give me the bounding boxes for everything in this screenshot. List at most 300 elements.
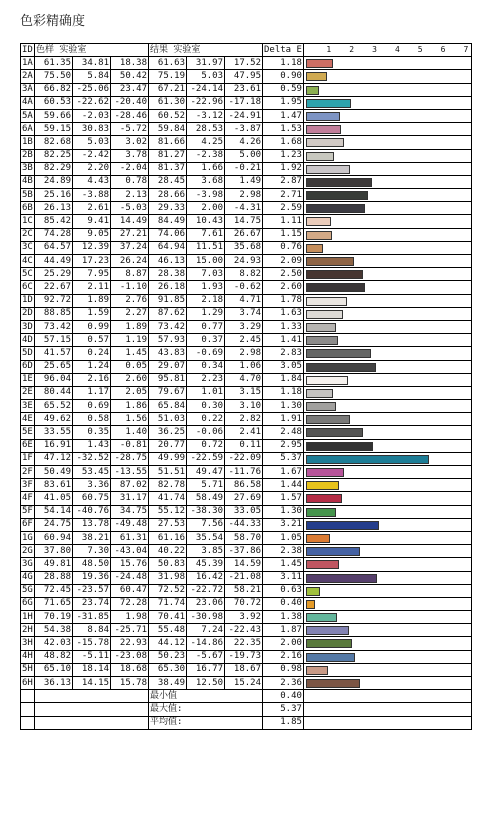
sample-lab-value: 48.82 (35, 650, 73, 663)
delta-e-value: 1.92 (263, 162, 304, 175)
sample-lab-value: 49.81 (35, 558, 73, 571)
sample-lab-value: -20.40 (111, 96, 149, 109)
sample-lab-value: 83.61 (35, 479, 73, 492)
result-lab-value: 81.66 (149, 136, 187, 149)
delta-e-bar-cell (303, 189, 471, 202)
row-id: 5G (21, 584, 35, 597)
page-title: 色彩精确度 (20, 14, 86, 29)
summary-spacer (303, 716, 471, 729)
sample-lab-value: 2.20 (73, 162, 111, 175)
result-lab-value: -11.76 (225, 466, 263, 479)
row-id: 2H (21, 624, 35, 637)
sample-lab-value: 37.24 (111, 241, 149, 254)
delta-e-bar (306, 574, 377, 583)
row-id: 1C (21, 215, 35, 228)
sample-lab-value: 2.16 (73, 373, 111, 386)
delta-e-bar-cell (303, 268, 471, 281)
result-lab-value: -21.08 (225, 571, 263, 584)
delta-e-bar (306, 468, 344, 477)
delta-e-value: 0.63 (263, 584, 304, 597)
delta-e-bar-cell (303, 96, 471, 109)
result-lab-value: 91.85 (149, 294, 187, 307)
sample-lab-value: 57.15 (35, 334, 73, 347)
result-lab-value: 47.95 (225, 70, 263, 83)
table-row (21, 677, 472, 690)
row-id: 2F (21, 466, 35, 479)
sample-lab-value: 85.42 (35, 215, 73, 228)
table-row (21, 413, 472, 426)
result-lab-value: 41.74 (149, 492, 187, 505)
result-lab-value: 5.03 (187, 70, 225, 83)
result-lab-value: -22.59 (187, 452, 225, 465)
sample-lab-value: 0.58 (73, 413, 111, 426)
delta-e-bar-cell (303, 518, 471, 531)
delta-e-bar (306, 389, 333, 398)
sample-lab-value: 0.69 (73, 400, 111, 413)
sample-lab-value: 70.19 (35, 611, 73, 624)
table-row (21, 307, 472, 320)
sample-lab-value: 72.45 (35, 584, 73, 597)
sample-lab-value: 48.50 (73, 558, 111, 571)
delta-e-bar-cell (303, 70, 471, 83)
delta-e-value: 2.09 (263, 255, 304, 268)
delta-e-bar-cell (303, 558, 471, 571)
result-lab-value: 22.35 (225, 637, 263, 650)
sample-lab-value: -22.62 (73, 96, 111, 109)
delta-e-bar-cell (303, 597, 471, 610)
row-id: 4A (21, 96, 35, 109)
sample-lab-value: 60.47 (111, 584, 149, 597)
row-id: 3G (21, 558, 35, 571)
delta-e-value: 0.98 (263, 663, 304, 676)
row-id: 5E (21, 426, 35, 439)
sample-lab-value: 18.14 (73, 663, 111, 676)
delta-e-value: 1.38 (263, 611, 304, 624)
header-delta-e: Delta E (263, 44, 304, 57)
sample-lab-value: 38.21 (73, 531, 111, 544)
delta-e-bar (306, 442, 373, 451)
delta-e-bar (306, 138, 344, 147)
summary-row (21, 690, 472, 703)
table-row (21, 400, 472, 413)
delta-e-value: 1.63 (263, 307, 304, 320)
delta-e-bar-cell (303, 123, 471, 136)
sample-lab-value: 0.57 (73, 334, 111, 347)
delta-e-bar-cell (303, 373, 471, 386)
row-id: 3A (21, 83, 35, 96)
delta-e-bar-cell (303, 294, 471, 307)
delta-e-value: 1.30 (263, 400, 304, 413)
summary-spacer (303, 703, 471, 716)
summary-spacer (21, 690, 35, 703)
sample-lab-value: 28.88 (35, 571, 73, 584)
axis-tick-label: 5 (417, 45, 423, 54)
sample-lab-value: 1.86 (111, 400, 149, 413)
delta-e-value: 2.16 (263, 650, 304, 663)
sample-lab-value: 0.05 (111, 360, 149, 373)
sample-lab-value: 71.65 (35, 597, 73, 610)
sample-lab-value: -5.03 (111, 202, 149, 215)
delta-e-bar-cell (303, 650, 471, 663)
table-row (21, 584, 472, 597)
delta-e-bar (306, 402, 336, 411)
summary-value: 0.40 (263, 690, 304, 703)
result-lab-value: 4.70 (225, 373, 263, 386)
result-lab-value: 51.51 (149, 466, 187, 479)
table-row (21, 373, 472, 386)
delta-e-bar (306, 376, 348, 385)
result-lab-value: 49.47 (187, 466, 225, 479)
sample-lab-value: 96.04 (35, 373, 73, 386)
result-lab-value: 0.22 (187, 413, 225, 426)
table-row (21, 255, 472, 268)
delta-e-value: 1.41 (263, 334, 304, 347)
table-row (21, 597, 472, 610)
result-lab-value: 1.29 (187, 307, 225, 320)
delta-e-bar-cell (303, 334, 471, 347)
delta-e-bar (306, 481, 339, 490)
result-lab-value: -22.96 (187, 96, 225, 109)
delta-e-bar (306, 217, 331, 226)
sample-lab-value: 87.02 (111, 479, 149, 492)
sample-lab-value: 5.03 (73, 136, 111, 149)
result-lab-value: -19.73 (225, 650, 263, 663)
delta-e-bar-cell (303, 531, 471, 544)
result-lab-value: 46.13 (149, 255, 187, 268)
result-lab-value: 7.56 (187, 518, 225, 531)
delta-e-bar (306, 639, 352, 648)
result-lab-value: 0.30 (187, 400, 225, 413)
sample-lab-value: 0.99 (73, 320, 111, 333)
delta-e-value: 0.40 (263, 597, 304, 610)
delta-e-bar (306, 653, 355, 662)
result-lab-value: 3.92 (225, 611, 263, 624)
row-id: 6H (21, 677, 35, 690)
table-row (21, 334, 472, 347)
sample-lab-value: 26.24 (111, 255, 149, 268)
sample-lab-value: 41.57 (35, 347, 73, 360)
table-row (21, 294, 472, 307)
sample-lab-value: 22.67 (35, 281, 73, 294)
result-lab-value: 1.01 (187, 386, 225, 399)
delta-e-value: 0.59 (263, 83, 304, 96)
delta-e-bar (306, 283, 365, 292)
delta-e-bar-cell (303, 241, 471, 254)
result-lab-value: 26.18 (149, 281, 187, 294)
delta-e-value: 3.05 (263, 360, 304, 373)
delta-e-value: 3.21 (263, 518, 304, 531)
result-lab-value: -24.14 (187, 83, 225, 96)
result-lab-value: 50.23 (149, 650, 187, 663)
result-lab-value: 81.27 (149, 149, 187, 162)
result-lab-value: -22.43 (225, 624, 263, 637)
delta-e-bar-cell (303, 663, 471, 676)
sample-lab-value: 16.91 (35, 439, 73, 452)
result-lab-value: 75.19 (149, 70, 187, 83)
table-row (21, 518, 472, 531)
table-row (21, 531, 472, 544)
row-id: 2E (21, 386, 35, 399)
sample-lab-value: 1.43 (73, 439, 111, 452)
delta-e-value: 1.45 (263, 558, 304, 571)
result-lab-value: -0.06 (187, 426, 225, 439)
sample-lab-value: 82.68 (35, 136, 73, 149)
result-lab-value: 0.11 (225, 439, 263, 452)
result-lab-value: 82.78 (149, 479, 187, 492)
result-lab-value: 12.50 (187, 677, 225, 690)
result-lab-value: 15.00 (187, 255, 225, 268)
delta-e-bar-cell (303, 149, 471, 162)
delta-e-bar (306, 178, 372, 187)
table-row (21, 215, 472, 228)
delta-e-bar (306, 231, 332, 240)
delta-e-bar-cell (303, 162, 471, 175)
result-lab-value: 16.42 (187, 571, 225, 584)
delta-e-bar (306, 72, 327, 81)
delta-e-bar (306, 547, 360, 556)
delta-e-bar (306, 587, 320, 596)
delta-e-bar-cell (303, 637, 471, 650)
sample-lab-value: 2.60 (111, 373, 149, 386)
sample-lab-value: 2.27 (111, 307, 149, 320)
row-id: 1E (21, 373, 35, 386)
result-lab-value: 74.06 (149, 228, 187, 241)
delta-e-bar (306, 270, 363, 279)
delta-e-bar-cell (303, 400, 471, 413)
sample-lab-value: 30.83 (73, 123, 111, 136)
delta-e-bar-cell (303, 677, 471, 690)
delta-e-bar (306, 363, 376, 372)
row-id: 1B (21, 136, 35, 149)
row-id: 5F (21, 505, 35, 518)
axis-tick-label: 4 (394, 45, 400, 54)
sample-lab-value: 64.57 (35, 241, 73, 254)
table-row (21, 228, 472, 241)
result-lab-value: 81.37 (149, 162, 187, 175)
delta-e-bar (306, 666, 328, 675)
delta-e-bar (306, 455, 429, 464)
sample-lab-value: -24.48 (111, 571, 149, 584)
sample-lab-value: 34.75 (111, 505, 149, 518)
row-id: 2A (21, 70, 35, 83)
result-lab-value: 2.41 (225, 426, 263, 439)
result-lab-value: 28.53 (187, 123, 225, 136)
delta-e-value: 1.57 (263, 492, 304, 505)
result-lab-value: 26.67 (225, 228, 263, 241)
row-id: 3H (21, 637, 35, 650)
sample-lab-value: 23.74 (73, 597, 111, 610)
row-id: 6D (21, 360, 35, 373)
summary-label: 最大值: (149, 703, 263, 716)
sample-lab-value: 17.23 (73, 255, 111, 268)
delta-e-bar-cell (303, 307, 471, 320)
delta-e-bar (306, 415, 350, 424)
result-lab-value: 67.21 (149, 83, 187, 96)
result-lab-value: 58.49 (187, 492, 225, 505)
result-lab-value: 3.10 (225, 400, 263, 413)
result-lab-value: 17.52 (225, 57, 263, 70)
sample-lab-value: 60.53 (35, 96, 73, 109)
table-row (21, 558, 472, 571)
result-lab-value: -2.38 (187, 149, 225, 162)
delta-e-bar-cell (303, 347, 471, 360)
sample-lab-value: -5.11 (73, 650, 111, 663)
delta-e-value: 2.48 (263, 426, 304, 439)
sample-lab-value: 41.05 (35, 492, 73, 505)
delta-e-value: 1.23 (263, 149, 304, 162)
result-lab-value: 7.03 (187, 268, 225, 281)
result-lab-value: 79.67 (149, 386, 187, 399)
result-lab-value: 1.66 (187, 162, 225, 175)
sample-lab-value: 1.40 (111, 426, 149, 439)
header-row (21, 44, 472, 57)
sample-lab-value: 3.36 (73, 479, 111, 492)
sample-lab-value: -25.06 (73, 83, 111, 96)
result-lab-value: 2.23 (187, 373, 225, 386)
result-lab-value: 28.45 (149, 175, 187, 188)
result-lab-value: 49.99 (149, 452, 187, 465)
table-row (21, 650, 472, 663)
sample-lab-value: 1.19 (111, 334, 149, 347)
row-id: 4B (21, 175, 35, 188)
result-lab-value: -3.98 (187, 189, 225, 202)
result-lab-value: 70.41 (149, 611, 187, 624)
delta-e-value: 1.18 (263, 57, 304, 70)
row-id: 4D (21, 334, 35, 347)
sample-lab-value: -31.85 (73, 611, 111, 624)
sample-lab-value: -23.08 (111, 650, 149, 663)
sample-lab-value: 37.80 (35, 545, 73, 558)
row-id: 1D (21, 294, 35, 307)
sample-lab-value: 33.55 (35, 426, 73, 439)
result-lab-value: 14.59 (225, 558, 263, 571)
delta-e-bar (306, 349, 371, 358)
delta-e-value: 1.67 (263, 466, 304, 479)
sample-lab-value: 12.39 (73, 241, 111, 254)
header-sample-lab: 色样 实验室 (35, 44, 149, 57)
result-lab-value: 31.98 (149, 571, 187, 584)
table-row (21, 360, 472, 373)
sample-lab-value: 72.28 (111, 597, 149, 610)
row-id: 1H (21, 611, 35, 624)
result-lab-value: 27.69 (225, 492, 263, 505)
delta-e-value: 2.59 (263, 202, 304, 215)
result-lab-value: -4.31 (225, 202, 263, 215)
delta-e-value: 2.71 (263, 189, 304, 202)
result-lab-value: -30.98 (187, 611, 225, 624)
table-row (21, 162, 472, 175)
delta-e-bar (306, 59, 333, 68)
delta-e-value: 1.44 (263, 479, 304, 492)
table-row (21, 492, 472, 505)
delta-e-bar (306, 534, 330, 543)
delta-e-bar-cell (303, 492, 471, 505)
result-lab-value: 3.29 (225, 320, 263, 333)
result-lab-value: 58.21 (225, 584, 263, 597)
result-lab-value: 36.25 (149, 426, 187, 439)
summary-spacer (21, 703, 35, 716)
result-lab-value: -44.33 (225, 518, 263, 531)
row-id: 4G (21, 571, 35, 584)
sample-lab-value: 1.98 (111, 611, 149, 624)
result-lab-value: 15.24 (225, 677, 263, 690)
table-row (21, 109, 472, 122)
summary-value: 1.85 (263, 716, 304, 729)
sample-lab-value: 27.21 (111, 228, 149, 241)
sample-lab-value: 36.13 (35, 677, 73, 690)
table-row (21, 149, 472, 162)
delta-e-value: 1.18 (263, 386, 304, 399)
sample-lab-value: 3.78 (111, 149, 149, 162)
result-lab-value: 0.34 (187, 360, 225, 373)
delta-e-value: 2.60 (263, 281, 304, 294)
delta-e-bar-cell (303, 360, 471, 373)
table-row (21, 545, 472, 558)
result-lab-value: 23.61 (225, 83, 263, 96)
delta-e-value: 1.30 (263, 505, 304, 518)
delta-e-value: 1.84 (263, 373, 304, 386)
result-lab-value: 35.54 (187, 531, 225, 544)
table-row (21, 57, 472, 70)
row-id: 5D (21, 347, 35, 360)
sample-lab-value: 24.89 (35, 175, 73, 188)
result-lab-value: 1.93 (187, 281, 225, 294)
result-lab-value: 14.75 (225, 215, 263, 228)
result-lab-value: 72.52 (149, 584, 187, 597)
result-lab-value: 45.39 (187, 558, 225, 571)
row-id: 5A (21, 109, 35, 122)
sample-lab-value: 7.95 (73, 268, 111, 281)
row-id: 3C (21, 241, 35, 254)
delta-e-value: 5.37 (263, 452, 304, 465)
result-lab-value: 4.71 (225, 294, 263, 307)
sample-lab-value: 2.76 (111, 294, 149, 307)
delta-e-value: 0.90 (263, 70, 304, 83)
header-id: ID (21, 44, 35, 57)
row-id: 6E (21, 439, 35, 452)
delta-e-bar-cell (303, 545, 471, 558)
result-lab-value: 28.66 (149, 189, 187, 202)
delta-e-value: 0.76 (263, 241, 304, 254)
delta-e-bar-cell (303, 505, 471, 518)
sample-lab-value: 61.35 (35, 57, 73, 70)
sample-lab-value: 2.11 (73, 281, 111, 294)
result-lab-value: 4.25 (187, 136, 225, 149)
row-id: 1F (21, 452, 35, 465)
sample-lab-value: 2.13 (111, 189, 149, 202)
delta-e-bar-cell (303, 320, 471, 333)
result-lab-value: 7.61 (187, 228, 225, 241)
axis-tick-label: 2 (349, 45, 355, 54)
axis-tick-label: 6 (440, 45, 446, 54)
row-id: 3D (21, 320, 35, 333)
result-lab-value: 44.12 (149, 637, 187, 650)
delta-e-bar-cell (303, 386, 471, 399)
table-row (21, 426, 472, 439)
table-row (21, 452, 472, 465)
delta-e-bar (306, 679, 360, 688)
result-lab-value: 3.74 (225, 307, 263, 320)
sample-lab-value: -15.78 (73, 637, 111, 650)
delta-e-bar (306, 613, 338, 622)
delta-e-bar (306, 323, 336, 332)
sample-lab-value: 34.81 (73, 57, 111, 70)
result-lab-value: -22.72 (187, 584, 225, 597)
delta-e-value: 1.78 (263, 294, 304, 307)
header-result-lab: 结果 实验室 (149, 44, 263, 57)
delta-e-bar-cell (303, 611, 471, 624)
delta-e-value: 2.00 (263, 637, 304, 650)
